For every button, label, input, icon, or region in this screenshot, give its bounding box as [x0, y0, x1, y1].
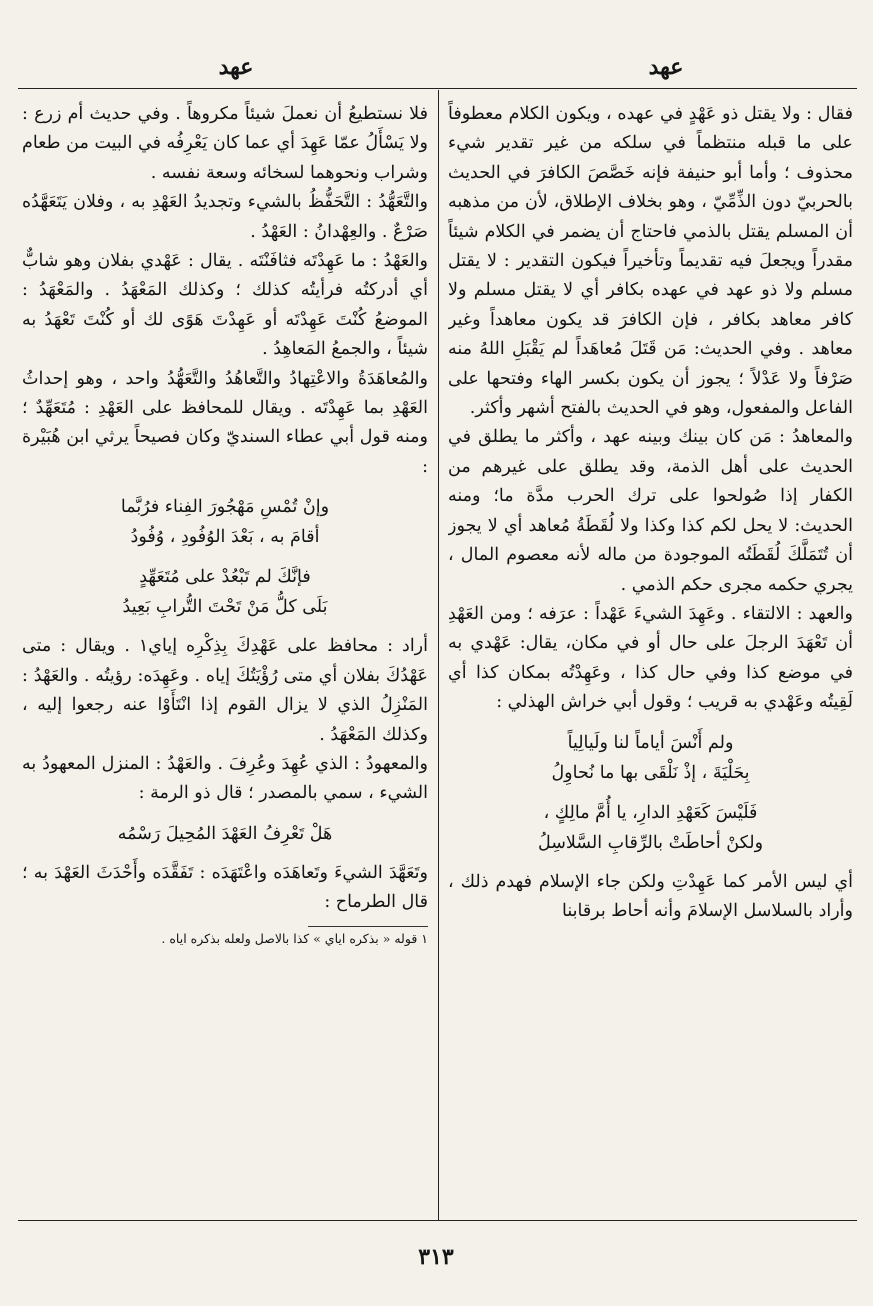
- running-header-right: عهد: [648, 54, 684, 80]
- verse-line: أقامَ به ، بَعْدَ الوُفُودِ ، وُفُودُ: [130, 527, 320, 548]
- paragraph: فلا نستطيعُ أن نعملَ شيئاً مكروهاً . وفي حديث أم زرع : ولا يَسْأَلُ عمّا عَهِدَ أي عما كان يَعْرِفُه في البيت من طعام وشراب ونحوهما لسخائه وسعة نفسه .: [22, 104, 428, 183]
- verse-line: ولم أَنْسَ أياماً لنا ولَيالِياً: [567, 732, 734, 753]
- paragraph: والمُعاهَدَةُ والاعْتِهادُ والتَّعاهُدُ والتَّعَهُّدُ واحد ، وهو إحداثُ العَهْدِ بما عَهِدْتَه . ويقال للمحافظ على العَهْدِ : مُتَعَهِّدٌ ؛ ومنه قول أبي عطاء السنديّ وكان فصيحاً يرثي ابن هُبَيْرة :: [22, 368, 428, 477]
- paragraph: والتَّعَهُّدُ : التَّحَفُّظُ بالشيء وتجديدُ العَهْدِ به ، وفلان يَتَعَهَّدُه صَرْعٌ . والعِهْدانُ : العَهْدُ .: [22, 192, 428, 242]
- footnote: ١ قوله « بذكره اياي » كذا بالاصل ولعله بذكره اياه .: [161, 930, 428, 946]
- paragraph: والمعاهدُ : مَن كان بينك وبينه عهد ، وأكثر ما يطلق في الحديث على أهل الذمة، وقد يطلق على غيرهم من الكفار إذا صُولحوا على ترك الحرب مدَّة ما؛ ومنه الحديث: لا يحل لكم كذا وكذا ولا لُقَطَةُ مُعاهد أي لا يجوز أن تُتَمَلَّكَ لُقَطَتُه الموجودة من ماله لأنه معصوم المال ، يجري حكمه مجرى حكم الذمي .: [448, 427, 853, 595]
- paragraph: أي ليس الأمر كما عَهِدْتِ ولكن جاء الإسلام فهدم ذلك ، وأراد بالسلاسل الإسلامَ وأنه أحاط برقابنا: [448, 871, 853, 921]
- footnote-rule: [308, 926, 428, 927]
- bottom-rule: [18, 1220, 857, 1221]
- column-divider: [438, 90, 439, 1220]
- verse: [22, 819, 428, 849]
- paragraph: أراد : محافظ على عَهْدِكَ بِذِكْرِه إياي١ . ويقال : متى عَهْدُكَ بفلان أي متى رُؤْيَتُكَ إياه . وعَهِدَه: رؤيتُه . والعَهْدُ : المَنْزِلُ الذي لا يزال القوم إذا انْتَأَوْا عنه رجعوا إليه ، وكذلك المَعْهَدُ .: [22, 636, 428, 745]
- page-number: ٣١٣: [418, 1244, 454, 1270]
- verse-line: فإنَّكَ لم تَبْعُدْ على مُتَعَهِّدٍ: [139, 567, 311, 588]
- paragraph: والعَهْدُ : ما عَهِدْتَه فثافَنْتَه . يقال : عَهْدي بفلان وهو شابٌّ أي أدركتُه فرأيتُه كذلك ؛ وكذلك المَعْهَدُ . والمَعْهَدُ : الموضعُ كُنْتَ عَهِدْتَه أو عَهِدْتَ هَوًى لك أو كُنْتَ تَعْهَدُ به شيئاً ، والجمعُ المَعاهِدُ .: [22, 251, 428, 360]
- verse-line: هَلْ تَعْرِفُ العَهْدَ المُحِيلَ رَسْمُه: [117, 823, 333, 844]
- verse-line: وإنْ تُمْسِ مَهْجُورَ الفِناء فرُبَّما: [120, 497, 330, 518]
- top-rule: [18, 88, 857, 89]
- verse: [22, 562, 428, 622]
- verse: [448, 728, 853, 788]
- left-column: [22, 100, 428, 1212]
- verse: [22, 492, 428, 552]
- verse-line: بِحَلْيَةَ ، إذْ نَلْقَى بها ما نُحاوِلُ: [551, 762, 750, 783]
- paragraph: والمعهودُ : الذي عُهِدَ وعُرِفَ . والعَهْدُ : المنزل المعهودُ به الشيء ، سمي بالمصدر ؛ قال ذو الرمة :: [22, 753, 428, 804]
- right-column: [448, 100, 853, 1212]
- verse-line: بَلَى كلُّ مَنْ تَحْتَ التُّرابِ بَعِيدُ: [122, 597, 328, 618]
- paragraph: وتَعَهَّدَ الشيءَ وتَعاهَدَه واعْتَهَدَه : تَفَقَّدَه وأَحْدَثَ العَهْدَ به ؛ قال الطرماح :: [22, 862, 428, 913]
- verse-line: ولكنْ أحاطَتْ بالرِّقابِ السَّلاسِلُ: [537, 832, 764, 853]
- paragraph: فقال : ولا يقتل ذو عَهْدٍ في عهده ، ويكون الكلام معطوفاً على ما قبله منتظماً في سلكه من غير تقدير شيء محذوف ؛ وأما أبو حنيفة فإنه خَصَّصَ الكافرَ في الحديث بالحربيّ دون الذِّمِّيّ ، وهو بخلاف الإطلاق، لأن من مذهبه أن المسلم يقتل بالذمي فاحتاج أن يضمر في الكلام شيئاً مقدراً ويجعلَ فيه تقديماً وتأخيراً فيكون التقدير : لا يقتل مسلم ولا ذو عهد في عهده بكافر أي لا يقتل مسلم ولا كافر معاهد بكافر ، فإن الكافرَ قد يكون معاهداً وغير معاهد . وفي الحديث: مَن قَتَلَ مُعاهَداً لم يَقْبَلِ اللهُ منه صَرْفاً ولا عَدْلاً ؛ يجوز أن يكون بكسر الهاء وفتحها على الفاعل والمفعول، وهو في الحديث بالفتح أشهر وأكثر.: [448, 104, 853, 419]
- paragraph: والعهد : الالتقاء . وعَهِدَ الشيءَ عَهْداً : عرَفه ؛ ومن العَهْدِ أن تَعْهَدَ الرجلَ على حال أو في مكان، يقال: عَهْدي به في موضع كذا وفي حال كذا ، وعَهِدْتُه بمكان كذا أي لَقِيتُه وعَهْدي به قريب ؛ وقول أبي خراش الهذلي :: [448, 603, 853, 713]
- running-header-left: عهد: [218, 54, 254, 80]
- verse-line: فَلَيْسَ كَعَهْدِ الدارِ، يا أُمَّ مالِكٍ ،: [543, 802, 758, 823]
- verse: [448, 798, 853, 858]
